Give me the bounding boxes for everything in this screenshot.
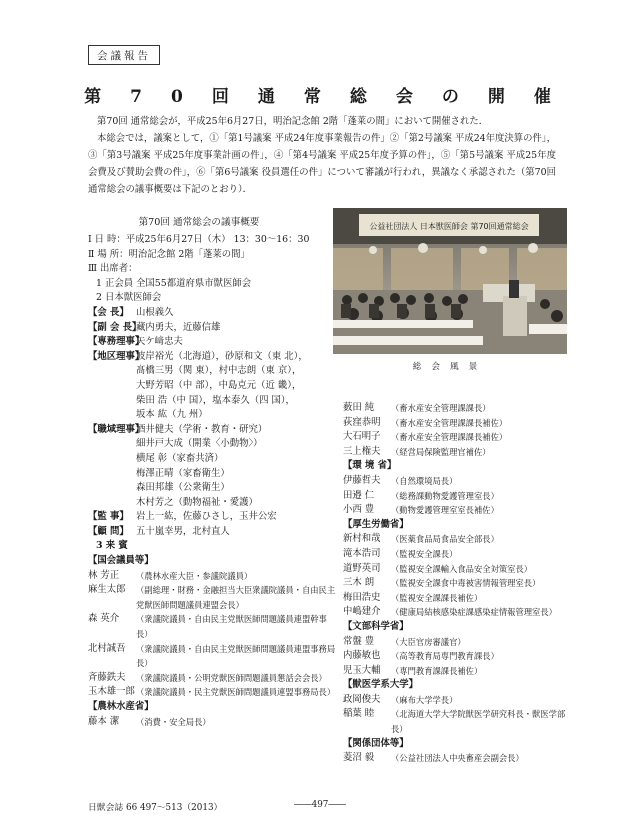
officer-names: 五十嵐幸男，北村直人 <box>136 525 230 537</box>
guest-row <box>343 707 568 736</box>
agenda-heading: 第70回 通常総会の議事概要 <box>138 217 260 228</box>
photo-caption: 総会風景 <box>412 362 488 372</box>
guest-name: 政岡俊夫 <box>343 693 381 705</box>
guest-row <box>343 562 568 577</box>
officer-names: 藏内勇夫，近藤信雄 <box>136 321 221 333</box>
guest-row <box>343 649 568 664</box>
officer-row <box>88 525 338 540</box>
guest-name: 中嶋建介 <box>343 606 381 618</box>
right-column <box>343 401 568 766</box>
officer-names: 坂本 紘（九 州） <box>136 409 208 421</box>
guest-row <box>343 532 568 547</box>
guest-name: 玉木雄一郎 <box>88 686 135 698</box>
guest-title: （畜水産安全管理課課長補佐） <box>391 417 508 428</box>
attendees-jvma: 2 日本獣医師会 <box>96 292 162 304</box>
guest-section-heading: 【厚生労働省】 <box>343 518 409 530</box>
page-title: 第70回通常総会の開催 <box>84 87 580 107</box>
officer-names: 木村芳之（動物福祉・愛護） <box>136 496 258 508</box>
guest-title: （畜水産安全管理課課長補佐） <box>391 432 508 443</box>
guest-section-heading: 【環 境 省】 <box>343 460 397 472</box>
intro-paragraph-1: 第70回 通常総会が，平成25年6月27日，明治記念館 2階「蓬莱の間」において開催された． <box>97 116 489 127</box>
guest-row <box>343 547 568 562</box>
info-label: Ⅲ 出席者： <box>88 263 138 275</box>
guest-name: 稲葉 睦 <box>343 708 375 720</box>
guest-name: 児玉大輔 <box>343 664 381 676</box>
officer-names: 横尾 彰（家畜共済） <box>136 452 224 464</box>
guest-title: （公益社団法人中央畜産会副会長） <box>391 753 524 764</box>
guest-row <box>343 430 568 445</box>
guest-row <box>88 583 338 612</box>
guest-row <box>88 715 338 730</box>
info-row <box>88 233 338 248</box>
guest-row <box>343 605 568 620</box>
officer-names: 岩上一紘，佐藤ひさし，玉井公宏 <box>136 511 277 523</box>
officer-names: 矢ケ﨑忠夫 <box>136 336 183 348</box>
officer-row <box>88 364 338 379</box>
info-row <box>88 248 338 263</box>
info-value: 平成25年6月27日（木） 13：30～16：30 <box>125 234 310 245</box>
officer-names: 酒井健夫（学術・教育・研究） <box>136 423 268 435</box>
guest-title: （農林水産大臣・参議院議員） <box>136 570 253 581</box>
officer-names: 波岸裕光（北海道），砂原和文（東 北）， <box>136 350 308 362</box>
guest-row <box>343 693 568 708</box>
left-column <box>88 233 338 729</box>
officer-row <box>88 423 338 438</box>
guest-name: 斉藤鉄夫 <box>88 671 126 683</box>
guest-name: 菱沼 毅 <box>343 752 375 764</box>
info-label: Ⅱ 場 所： <box>88 248 129 260</box>
guest-section-heading: 【農林水産省】 <box>88 701 154 712</box>
guest-title: （監視安全課食中毒被害情報管理室長） <box>391 578 541 589</box>
guest-title: （高等教育局専門教育課長） <box>391 651 499 662</box>
guest-name: 三上権夫 <box>343 445 381 457</box>
guest-name: 藤本 潔 <box>88 715 120 727</box>
guest-section-heading: 【獣医学系大学】 <box>343 679 419 691</box>
officer-role: 【地区理事】 <box>88 350 145 362</box>
guest-row <box>343 416 568 431</box>
officer-role: 【監 事】 <box>88 511 129 523</box>
guest-name: 田邉 仁 <box>343 489 375 501</box>
guest-name: 北村誠吾 <box>88 642 126 654</box>
officer-row <box>88 394 338 409</box>
officer-names: 細井戸大成（開業〈小動物〉） <box>136 438 263 450</box>
guest-title: （医薬食品局食品安全部長） <box>391 534 499 545</box>
officer-row <box>88 510 338 525</box>
guest-row <box>343 635 568 650</box>
meeting-photo <box>333 208 567 354</box>
guest-title: （大臣官房審議官） <box>391 636 466 647</box>
officer-role: 【顧 問】 <box>88 525 129 537</box>
guest-name: 三木 朗 <box>343 577 375 589</box>
officer-names: 梅澤正晴（家畜衛生） <box>136 467 230 479</box>
guest-row <box>343 445 568 460</box>
officer-role: 【会 長】 <box>88 306 129 318</box>
officer-row <box>88 379 338 394</box>
guest-title: （北海道大学大学院獣医学研究科長・獣医学部長） <box>391 709 566 735</box>
guest-name: 大石明子 <box>343 431 381 443</box>
intro-paragraph-2: 本総会では，議案として，①「第1号議案 平成24年度事業報告の件」②「第2号議案 平成24年度決算の件」，③「第3号議案 平成25年度事業計画の件」，④「第4号議案 平成25年度予算の件」，⑤「第5号議案 平成25年度会費及び賛助会費の件」，⑥「第6号議案 役員選任の件」について審議が行われ，異議なく承認された（第70回 通常総会の議事概要は下記のとおり）． <box>88 133 556 195</box>
guest-row <box>343 591 568 606</box>
officer-names: 髙橋三男（関 東），村中志朗（東 京）， <box>136 365 302 377</box>
guest-name: 麻生太郎 <box>88 584 126 596</box>
info-row <box>88 262 338 277</box>
meeting-photo-image <box>333 208 567 354</box>
guest-name: 林 芳正 <box>88 569 120 581</box>
officer-row <box>88 452 338 467</box>
officer-names: 森田邦雄（公衆衛生） <box>136 482 230 494</box>
guest-title: （監視安全課輸入食品安全対策室長） <box>391 563 533 574</box>
guest-title: （経営局保険監理官補佐） <box>391 446 491 457</box>
attendees-regular-members: 1 正会員 全国55都道府県市獣医師会 <box>96 277 252 289</box>
report-category-label: 会議報告 <box>88 45 160 65</box>
guest-row <box>88 569 338 584</box>
journal-citation: 日獣会誌 66 497～513（2013） <box>88 803 223 813</box>
guest-row <box>88 642 338 671</box>
guest-section-heading: 【文部科学省】 <box>343 620 409 632</box>
guest-name: 滝本浩司 <box>343 547 381 559</box>
guest-row <box>343 576 568 591</box>
guest-name: 内藤敏也 <box>343 650 381 662</box>
guest-name: 伊藤哲夫 <box>343 474 381 486</box>
officer-row <box>88 350 338 365</box>
page-number: ――497―― <box>294 800 346 810</box>
officer-row <box>88 481 338 496</box>
guest-title: （衆議院議員・自由民主党獣医師問題議員連盟事務局長） <box>136 643 336 669</box>
guest-title: （総務課動物愛護管理室長） <box>391 490 499 501</box>
guest-title: （麻布大学学長） <box>391 694 458 705</box>
guest-title: （衆議院議員・民主党獣医師問題議員連盟事務局長） <box>136 687 336 698</box>
guest-title: （健康局結核感染症課感染症情報管理室長） <box>391 607 557 618</box>
guest-name: 荻窪恭明 <box>343 416 381 428</box>
guest-title: （副総理・財務・金融担当大臣衆議院議員・自由民主党獣医師問題議員連盟会長） <box>136 585 336 610</box>
guest-row <box>88 671 338 686</box>
officer-row <box>88 335 338 350</box>
guest-name: 道野英司 <box>343 562 381 574</box>
guest-name: 常盤 豊 <box>343 635 375 647</box>
guest-name: 小西 豊 <box>343 504 375 516</box>
guest-row <box>343 474 568 489</box>
guest-section-heading: 【関係団体等】 <box>343 737 409 749</box>
officer-role: 【副 会 長】 <box>88 321 142 333</box>
guest-name: 梅田浩史 <box>343 591 381 603</box>
officer-role: 【職域理事】 <box>88 423 145 435</box>
guest-name: 森 英介 <box>88 613 120 625</box>
officer-row <box>88 306 338 321</box>
guest-row <box>343 401 568 416</box>
photo-banner-text: 公益社団法人 日本獣医師会 第70回通常総会 <box>369 222 529 231</box>
info-label: Ⅰ 日 時： <box>88 234 126 245</box>
guest-row <box>88 685 338 700</box>
guest-section-heading: 【国会議員等】 <box>88 555 154 567</box>
guest-title: （消費・安全局長） <box>136 716 211 727</box>
guest-row <box>343 503 568 518</box>
officer-row <box>88 408 338 423</box>
guest-name: 薮田 純 <box>343 402 375 413</box>
officer-role: 【専務理事】 <box>88 336 145 348</box>
officer-row <box>88 321 338 336</box>
officer-names: 大野芳昭（中 部），中島克元（近 畿）， <box>136 379 302 391</box>
guest-title: （監視安全課長） <box>391 548 458 559</box>
officer-names: 柴田 浩（中 国），塩本泰久（四 国）， <box>136 394 295 406</box>
guest-title: （衆議院議員・自由民主党獣医師問題議員連盟幹事長） <box>136 614 327 640</box>
officer-row <box>88 467 338 482</box>
guest-title: （動物愛護管理室室長補佐） <box>391 505 499 516</box>
guest-row <box>343 489 568 504</box>
guest-title: （衆議院議員・公明党獣医師問題議員懇話会会長） <box>136 672 327 683</box>
guest-row <box>88 612 338 641</box>
info-value: 明治記念館 2階「蓬莱の間」 <box>128 248 250 260</box>
officer-row <box>88 437 338 452</box>
guest-row <box>343 751 568 766</box>
intro-text <box>88 113 556 198</box>
guest-title: （監視安全課課長補佐） <box>391 592 483 603</box>
guests-heading: 3 来 賓 <box>96 540 128 552</box>
guest-title: （畜水産安全管理課課長） <box>391 403 491 413</box>
guest-row <box>343 664 568 679</box>
guest-title: （専門教育課課長補佐） <box>391 665 483 676</box>
officer-row <box>88 496 338 511</box>
officer-names: 山根義久 <box>136 306 174 318</box>
guest-title: （自然環境局長） <box>391 475 458 486</box>
guest-name: 新村和哉 <box>343 533 381 545</box>
